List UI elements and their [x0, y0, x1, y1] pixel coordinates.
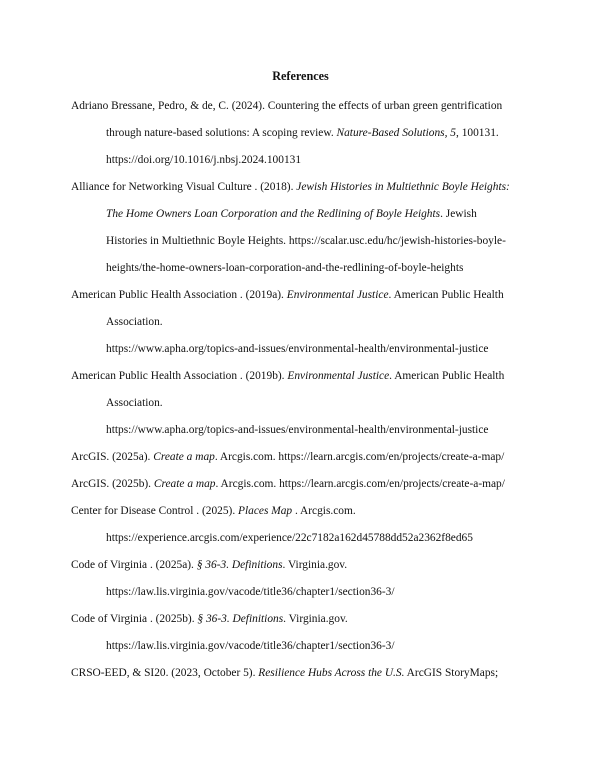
reference-line — [106, 201, 530, 228]
reference-entry — [71, 444, 530, 471]
reference-text: . Arcgis.com. — [292, 505, 356, 517]
reference-line — [71, 660, 530, 687]
reference-line — [106, 579, 530, 606]
reference-text: . Arcgis.com. https://learn.arcgis.com/en/projects/create-a-map/ — [214, 451, 505, 463]
reference-text: . American Public Health — [388, 289, 504, 301]
reference-text: . Virginia.gov. — [283, 613, 348, 625]
reference-text: § 36-3. Definitions — [197, 613, 284, 625]
reference-text: heights/the-home-owners-loan-corporation-and-the-redlining-of-boyle-heights — [106, 262, 464, 274]
reference-entry — [71, 660, 530, 687]
reference-text: . Virginia.gov. — [282, 559, 348, 571]
reference-text: . Jewish — [440, 208, 477, 220]
reference-text: Association. — [106, 316, 163, 328]
reference-text: Histories in Multiethnic Boyle Heights. https://scalar.usc.edu/hc/jewish-histories-boyle- — [106, 235, 506, 247]
reference-text: ArcGIS. (2025b). — [71, 478, 154, 490]
reference-line — [106, 147, 530, 174]
reference-text: Alliance for Networking Visual Culture . (2018). — [71, 181, 297, 193]
reference-text: . Arcgis.com. https://learn.arcgis.com/en/projects/create-a-map/ — [215, 478, 505, 490]
page-title: References — [272, 69, 329, 83]
reference-text: Resilience Hubs Across the U.S. — [258, 667, 405, 679]
reference-line — [71, 93, 530, 120]
reference-line — [71, 363, 530, 390]
reference-entry — [71, 93, 530, 174]
reference-entry — [71, 498, 530, 552]
reference-line — [106, 633, 530, 660]
reference-line — [106, 390, 530, 417]
reference-text: Environmental Justice — [286, 289, 389, 301]
reference-text: The Home Owners Loan Corporation and the Redlining of Boyle Heights — [106, 208, 441, 220]
reference-text: . American Public Health — [389, 370, 505, 382]
reference-text: Association. — [106, 397, 163, 409]
reference-line — [71, 174, 530, 201]
reference-line — [106, 309, 530, 336]
reference-list — [71, 93, 530, 687]
reference-line — [71, 498, 530, 525]
reference-text: Code of Virginia . (2025a). — [71, 559, 197, 571]
reference-line — [106, 228, 530, 255]
reference-line — [71, 552, 530, 579]
reference-line — [106, 525, 530, 552]
reference-line — [71, 444, 530, 471]
reference-text: https://www.apha.org/topics-and-issues/environmental-health/environmental-justice — [106, 424, 489, 436]
reference-line — [71, 471, 530, 498]
reference-text: Code of Virginia . (2025b). — [71, 613, 198, 625]
reference-entry — [71, 174, 530, 282]
reference-text: through nature-based solutions: A scoping review. — [106, 127, 337, 139]
reference-text: Environmental Justice — [287, 370, 390, 382]
reference-entry — [71, 471, 530, 498]
reference-text: American Public Health Association . (2019a). — [71, 289, 287, 301]
reference-text: Adriano Bressane, Pedro, & de, C. (2024). Countering the effects of urban green gentrification — [71, 100, 503, 112]
reference-line — [106, 255, 530, 282]
reference-text: American Public Health Association . (2019b). — [71, 370, 288, 382]
reference-text: Places Map — [238, 505, 293, 517]
reference-text: Nature-Based Solutions, 5 — [336, 127, 457, 139]
reference-line — [106, 120, 530, 147]
reference-line — [71, 282, 530, 309]
reference-text: Jewish Histories in Multiethnic Boyle Heights: — [296, 181, 510, 193]
reference-text: ArcGIS StoryMaps; — [404, 667, 499, 679]
reference-text: https://experience.arcgis.com/experience/22c7182a162d45788dd52a2362f8ed65 — [106, 532, 473, 544]
reference-entry — [71, 282, 530, 363]
reference-text: https://law.lis.virginia.gov/vacode/title36/chapter1/section36-3/ — [106, 640, 395, 652]
reference-text: Center for Disease Control . (2025). — [71, 505, 239, 517]
reference-entry — [71, 363, 530, 444]
reference-line — [106, 417, 530, 444]
reference-text: ArcGIS. (2025a). — [71, 451, 154, 463]
reference-text: Create a map — [153, 451, 215, 463]
reference-text: https://doi.org/10.1016/j.nbsj.2024.100131 — [106, 154, 302, 166]
reference-text: https://law.lis.virginia.gov/vacode/title36/chapter1/section36-3/ — [106, 586, 395, 598]
reference-text: Create a map — [153, 478, 216, 490]
reference-line — [71, 606, 530, 633]
reference-text: https://www.apha.org/topics-and-issues/environmental-health/environmental-justice — [106, 343, 489, 355]
reference-entry — [71, 552, 530, 606]
reference-line — [106, 336, 530, 363]
reference-text: CRSO-EED, & SI20. (2023, October 5). — [71, 667, 259, 679]
reference-text: § 36-3. Definitions — [196, 559, 283, 571]
reference-text: , 100131. — [456, 127, 499, 139]
reference-entry — [71, 606, 530, 660]
